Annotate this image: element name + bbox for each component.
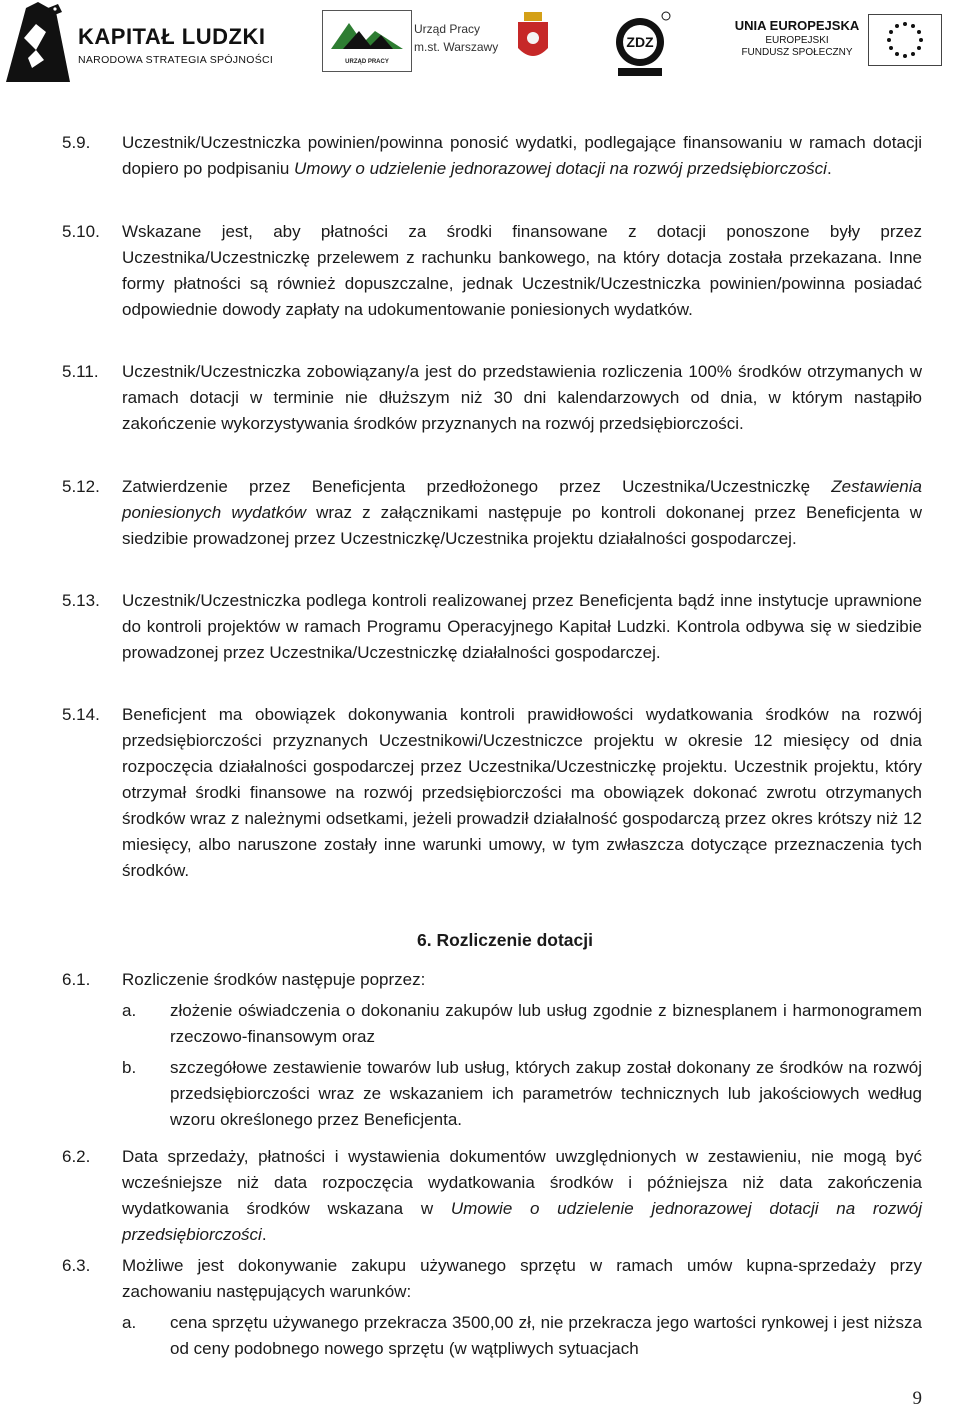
paragraph-6-2 <box>62 1144 922 1248</box>
paragraph-text: Uczestnik/Uczestniczka zobowiązany/a jest do przedstawienia rozliczenia 100% środków otrzymanych w ramach dotacji w terminie nie dłuższym niż 30 dni kalendarzowych od dnia, w którym nastąpiło zakończenie wykorzystywania środków przyznanych na rozwój przedsiębiorczości. <box>122 362 922 433</box>
paragraph-5-14 <box>62 702 922 884</box>
paragraph-number: 6.1. <box>62 970 91 989</box>
italic-title: Umowy o udzielenie jednorazowej dotacji na rozwój przedsiębiorczości <box>294 159 827 178</box>
kapital-ludzki-icon <box>6 2 70 82</box>
page-number: 9 <box>912 1388 922 1409</box>
paragraph-number: 6.3. <box>62 1256 91 1275</box>
warszawa-coat-of-arms <box>516 10 550 65</box>
section-heading: 6. Rozliczenie dotacji <box>416 930 594 950</box>
urzad-pracy-caption: URZĄD PRACY <box>345 59 389 65</box>
eu-flag <box>868 14 942 66</box>
paragraph-5-10 <box>62 219 922 323</box>
eu-stars-icon <box>869 15 941 65</box>
text-part: . <box>261 1225 267 1244</box>
paragraph-5-9 <box>62 130 922 182</box>
paragraph-number: 5.11. <box>62 362 99 381</box>
zdz-icon <box>610 10 672 78</box>
paragraph-number: 5.12. <box>62 477 100 496</box>
paragraph-6-1 <box>62 967 922 993</box>
paragraph-text: Wskazane jest, aby płatności za środki finansowane z dotacji ponoszone były przez Uczestnika/Uczestniczkę przelewem z rachunku bankowego, na który dotacja została przekazana. Inne formy płatności są również dopuszczalne, jednak Uczestnik/Uczestniczka powinien/powinna posiadać odpowiednie dowody zapłaty na udokumentowanie poniesionych wydatków. <box>122 222 922 319</box>
paragraph-text <box>122 1144 922 1248</box>
list-marker: a. <box>122 1313 137 1332</box>
paragraph-text: Możliwe jest dokonywanie zakupu używanego sprzętu w ramach umów kupna-sprzedaży przy zachowaniu następujących warunków: <box>122 1256 922 1301</box>
ue-text-block <box>732 18 862 68</box>
text-part: Zatwierdzenie przez Beneficjenta przedłożonego przez Uczestnika/Uczestniczkę <box>122 477 832 496</box>
text-part: . <box>826 159 832 178</box>
ue-line-2: EUROPEJSKI <box>765 35 829 46</box>
zdz-logo <box>610 10 672 78</box>
paragraph-5-13 <box>62 588 922 666</box>
kapital-ludzki-logo <box>6 2 274 82</box>
kapital-title: KAPITAŁ LUDZKI <box>78 24 266 49</box>
text-part: Data sprzedaży, płatności i wystawienia dokumentów uwzględnionych w zestawieniu, nie mogą być wcześniejsze niż data rozpoczęcia wydatkowania środków i późniejsza niż data zakończenia wydatkowania środków wskazana w <box>122 1147 922 1218</box>
text-part: Uczestnik/Uczestniczka powinien/powinna ponosić wydatki, podlegające finansowaniu w ramach dotacji dopiero po podpisaniu <box>122 133 922 178</box>
paragraph-number: 5.9. <box>62 133 91 152</box>
paragraph-text: Rozliczenie środków następuje poprzez: <box>122 970 426 989</box>
list-item-6-3-a <box>122 1310 922 1362</box>
paragraph-number: 5.14. <box>62 705 100 724</box>
ue-title: UNIA EUROPEJSKA <box>734 18 860 33</box>
paragraph-text: Beneficjent ma obowiązek dokonywania kontroli prawidłowości wydatkowania środków na rozwój przedsiębiorczości przyznanych Uczestnikowi/Uczestniczce projektu w okresie 12 miesięcy od dnia rozpoczęcia działalności gospodarczej przez Uczestnika/Uczestniczkę projektu. Uczestnik projektu, który otrzymał środki finansowe na rozwój przedsiębiorczości ma obowiązek dokonać zwrotu otrzymanych środków wraz z należnymi odsetkami, jeżeli prowadził działalność gospodarczą przez okres krótszy niż 12 miesięcy, albo naruszone zostały inne warunki umowy, w tym zwłaszcza dotyczące przeznaczenia tych środków. <box>122 705 922 880</box>
urzad-pracy-warszawa-logo <box>414 22 499 60</box>
paragraph-number: 6.2. <box>62 1147 91 1166</box>
paragraph-number: 5.10. <box>62 222 100 241</box>
zdz-label: ZDZ <box>626 34 654 50</box>
paragraph-5-12 <box>62 474 922 552</box>
paragraph-text: Uczestnik/Uczestniczka podlega kontroli realizowanej przez Beneficjenta bądź inne instytucje uprawnione do kontroli projektów w ramach Programu Operacyjnego Kapitał Ludzki. Kontrola odbywa się w siedzibie prowadzonej przez Uczestnika/Uczestniczkę działalności gospodarczej. <box>122 591 922 662</box>
italic-title: Umowie o udzielenie jednorazowej dotacji na rozwój przedsiębiorczości <box>122 1199 922 1244</box>
list-item-6-1-a <box>122 998 922 1050</box>
list-marker: a. <box>122 1001 137 1020</box>
urzad-line-1: Urząd Pracy <box>414 22 481 36</box>
list-item-text: złożenie oświadczenia o dokonaniu zakupów lub usług zgodnie z biznesplanem i harmonogramem rzeczowo-finansowym oraz <box>170 1001 922 1046</box>
paragraph-text <box>122 474 922 552</box>
urzad-pracy-logo <box>322 10 412 72</box>
list-item-text: szczegółowe zestawienie towarów lub usług, których zakup został dokonany ze środków na rozwój przedsiębiorczości wraz ze wskazaniem ich parametrów technicznych lub jakościowych według wzoru określonego przez Beneficjenta. <box>170 1058 922 1129</box>
coat-of-arms-icon <box>516 10 550 65</box>
urzad-line-2: m.st. Warszawy <box>414 40 499 54</box>
list-item-6-1-b <box>122 1055 922 1133</box>
list-item-text: cena sprzętu używanego przekracza 3500,00 zł, nie przekracza jego wartości rynkowej i jest niższa od ceny podobnego nowego sprzętu (w wątpliwych sytuacjach <box>170 1313 922 1358</box>
paragraph-6-3 <box>62 1253 922 1305</box>
italic-title: Zestawienia poniesionych wydatków <box>122 477 922 522</box>
header-logos <box>0 0 960 85</box>
paragraph-number: 5.13. <box>62 591 100 610</box>
paragraph-text <box>122 130 922 182</box>
kapital-subtitle: NARODOWA STRATEGIA SPÓJNOŚCI <box>78 54 274 66</box>
ue-line-3: FUNDUSZ SPOŁECZNY <box>741 47 853 58</box>
list-marker: b. <box>122 1058 137 1077</box>
text-part: wraz z załącznikami następuje po kontroli dokonanej przez Beneficjenta w siedzibie prowadzonej przez Uczestniczkę/Uczestnika projektu działalności gospodarczej. <box>122 503 922 548</box>
paragraph-5-11 <box>62 359 922 437</box>
